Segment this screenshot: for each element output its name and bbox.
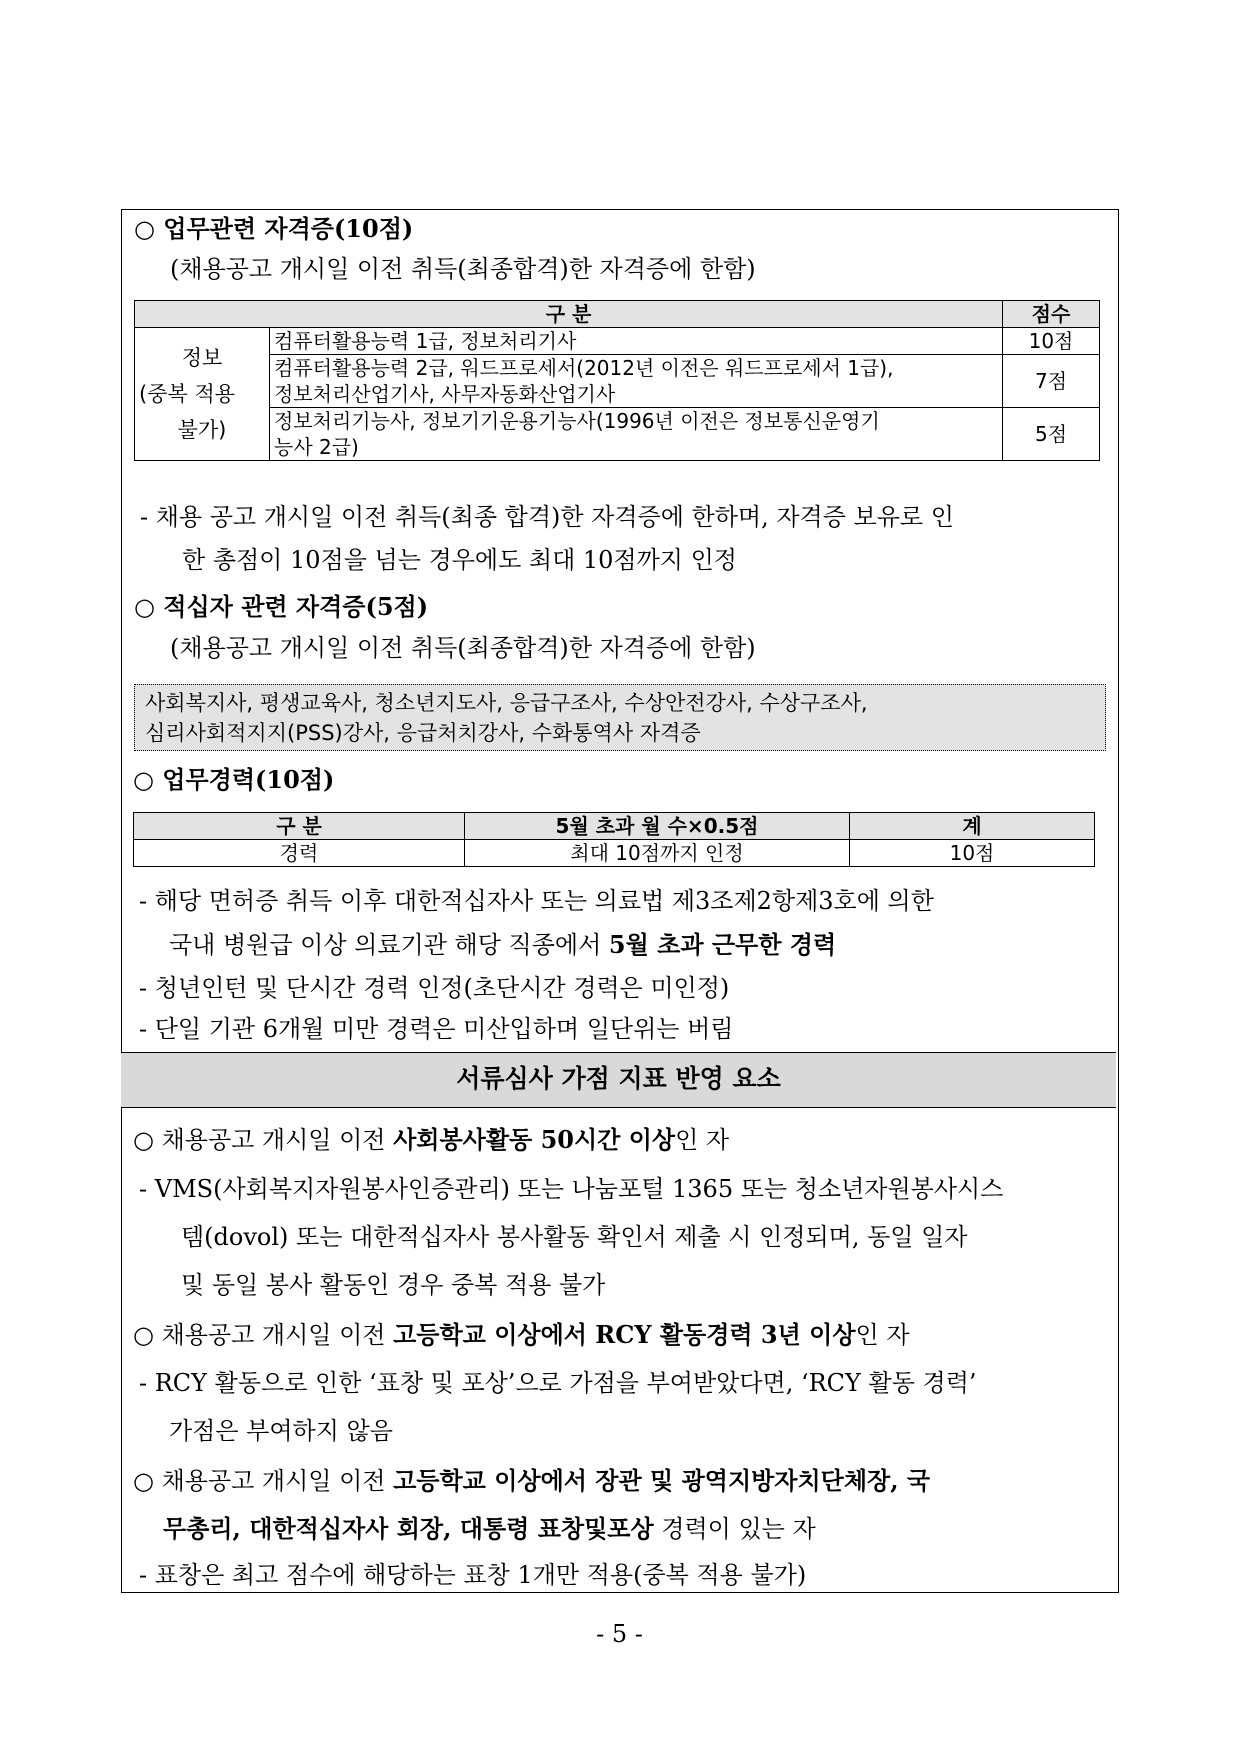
- cert-row-score: 5점: [1003, 408, 1100, 461]
- career-bullet1-line2: 국내 병원급 이상 의료기관 해당 직종에서 5월 초과 근무한 경력: [169, 930, 837, 959]
- redcross-box-line2: 심리사회적지지(PSS)강사, 응급처치강사, 수화통역사 자격증: [145, 721, 701, 745]
- page-number: - 5 -: [596, 1620, 643, 1648]
- career-row-label: 경력: [134, 840, 465, 867]
- career-row-total: 10점: [850, 840, 1095, 867]
- redcross-box-line1: 사회복지사, 평생교육사, 청소년지도사, 응급구조사, 수상안전강사, 수상구조사,: [145, 691, 868, 715]
- career-table: [133, 812, 1095, 867]
- cert-bullet-line2: 한 총점이 10점을 넘는 경우에도 최대 10점까지 인정: [182, 546, 737, 574]
- bonus-item3-line2: 무총리, 대한적십자사 회장, 대통령 표창및포상 경력이 있는 자: [163, 1514, 816, 1543]
- cert-heading: ○ 업무관련 자격증(10점): [134, 214, 414, 243]
- career-bullet1-emphasis: 5월 초과 근무한 경력: [608, 930, 837, 959]
- career-col-category: 구 분: [134, 813, 465, 840]
- cert-group-line2: (중복 적용: [139, 382, 236, 406]
- bonus-item3-line1: ○ 채용공고 개시일 이전 고등학교 이상에서 장관 및 광역지방자치단체장, 국: [133, 1466, 931, 1495]
- redcross-note: (채용공고 개시일 이전 취득(최종합격)한 자격증에 한함): [170, 634, 756, 662]
- cert-group-line1: 정보: [181, 346, 223, 370]
- career-bullet1-line1: - 해당 면허증 취득 이후 대한적십자사 또는 의료법 제3조제2항제3호에 의한: [139, 887, 934, 915]
- bonus-item2: ○ 채용공고 개시일 이전 고등학교 이상에서 RCY 활동경력 3년 이상인 자: [133, 1320, 910, 1349]
- career-col-total: 계: [850, 813, 1095, 840]
- career-bullet2: - 청년인턴 및 단시간 경력 인정(초단시간 경력은 미인정): [139, 974, 730, 1002]
- cert-row-item: 컴퓨터활용능력 2급, 워드프로세서(2012년 이전은 워드프로세서 1급), 정보처리산업기사, 사무자동화산업기사: [270, 355, 1003, 408]
- bonus-item1-bullet-line3: 및 동일 봉사 활동인 경우 중복 적용 불가: [181, 1271, 606, 1299]
- bonus-item3-bullet: - 표창은 최고 점수에 해당하는 표창 1개만 적용(중복 적용 불가): [139, 1561, 807, 1589]
- cert-group-line3: 불가): [177, 418, 227, 442]
- bonus-item1-bullet-line1: - VMS(사회복지자원봉사인증관리) 또는 나눔포털 1365 또는 청소년자원봉사시스: [139, 1175, 1004, 1203]
- career-bullet3: - 단일 기관 6개월 미만 경력은 미산입하며 일단위는 버림: [139, 1015, 734, 1043]
- bonus-item1-bullet-line2: 템(dovol) 또는 대한적십자사 봉사활동 확인서 제출 시 인정되며, 동일 일자: [181, 1223, 968, 1251]
- cert-note: (채용공고 개시일 이전 취득(최종합격)한 자격증에 한함): [170, 255, 756, 283]
- cert-row-score: 7점: [1003, 355, 1100, 408]
- content-frame-lower: [121, 209, 1119, 1593]
- bonus-item2-bullet-line1: - RCY 활동으로 인한 ‘표창 및 포상’으로 가점을 부여받았다면, ‘RCY 활동 경력’: [139, 1369, 977, 1397]
- career-col-formula: 5월 초과 월 수×0.5점: [465, 813, 850, 840]
- cert-row-item: 정보처리기능사, 정보기기운용기능사(1996년 이전은 정보통신운영기 능사 2급): [270, 408, 1003, 461]
- cert-col-category: 구 분: [135, 301, 1003, 328]
- cert-bullet-line1: - 채용 공고 개시일 이전 취득(최종 합격)한 자격증에 한하며, 자격증 보유로 인: [140, 503, 954, 531]
- cert-row-item: 컴퓨터활용능력 1급, 정보처리기사: [270, 328, 1003, 355]
- career-row-value: 최대 10점까지 인정: [465, 840, 850, 867]
- bonus-item1: ○ 채용공고 개시일 이전 사회봉사활동 50시간 이상인 자: [133, 1125, 730, 1154]
- bonus-section-header: 서류심사 가점 지표 반영 요소: [121, 1052, 1116, 1108]
- bonus-item2-bullet-line2: 가점은 부여하지 않음: [169, 1417, 393, 1445]
- cert-row-score: 10점: [1003, 328, 1100, 355]
- career-heading: ○ 업무경력(10점): [133, 765, 335, 794]
- cert-col-score: 점수: [1003, 301, 1100, 328]
- redcross-heading: ○ 적십자 관련 자격증(5점): [134, 592, 429, 621]
